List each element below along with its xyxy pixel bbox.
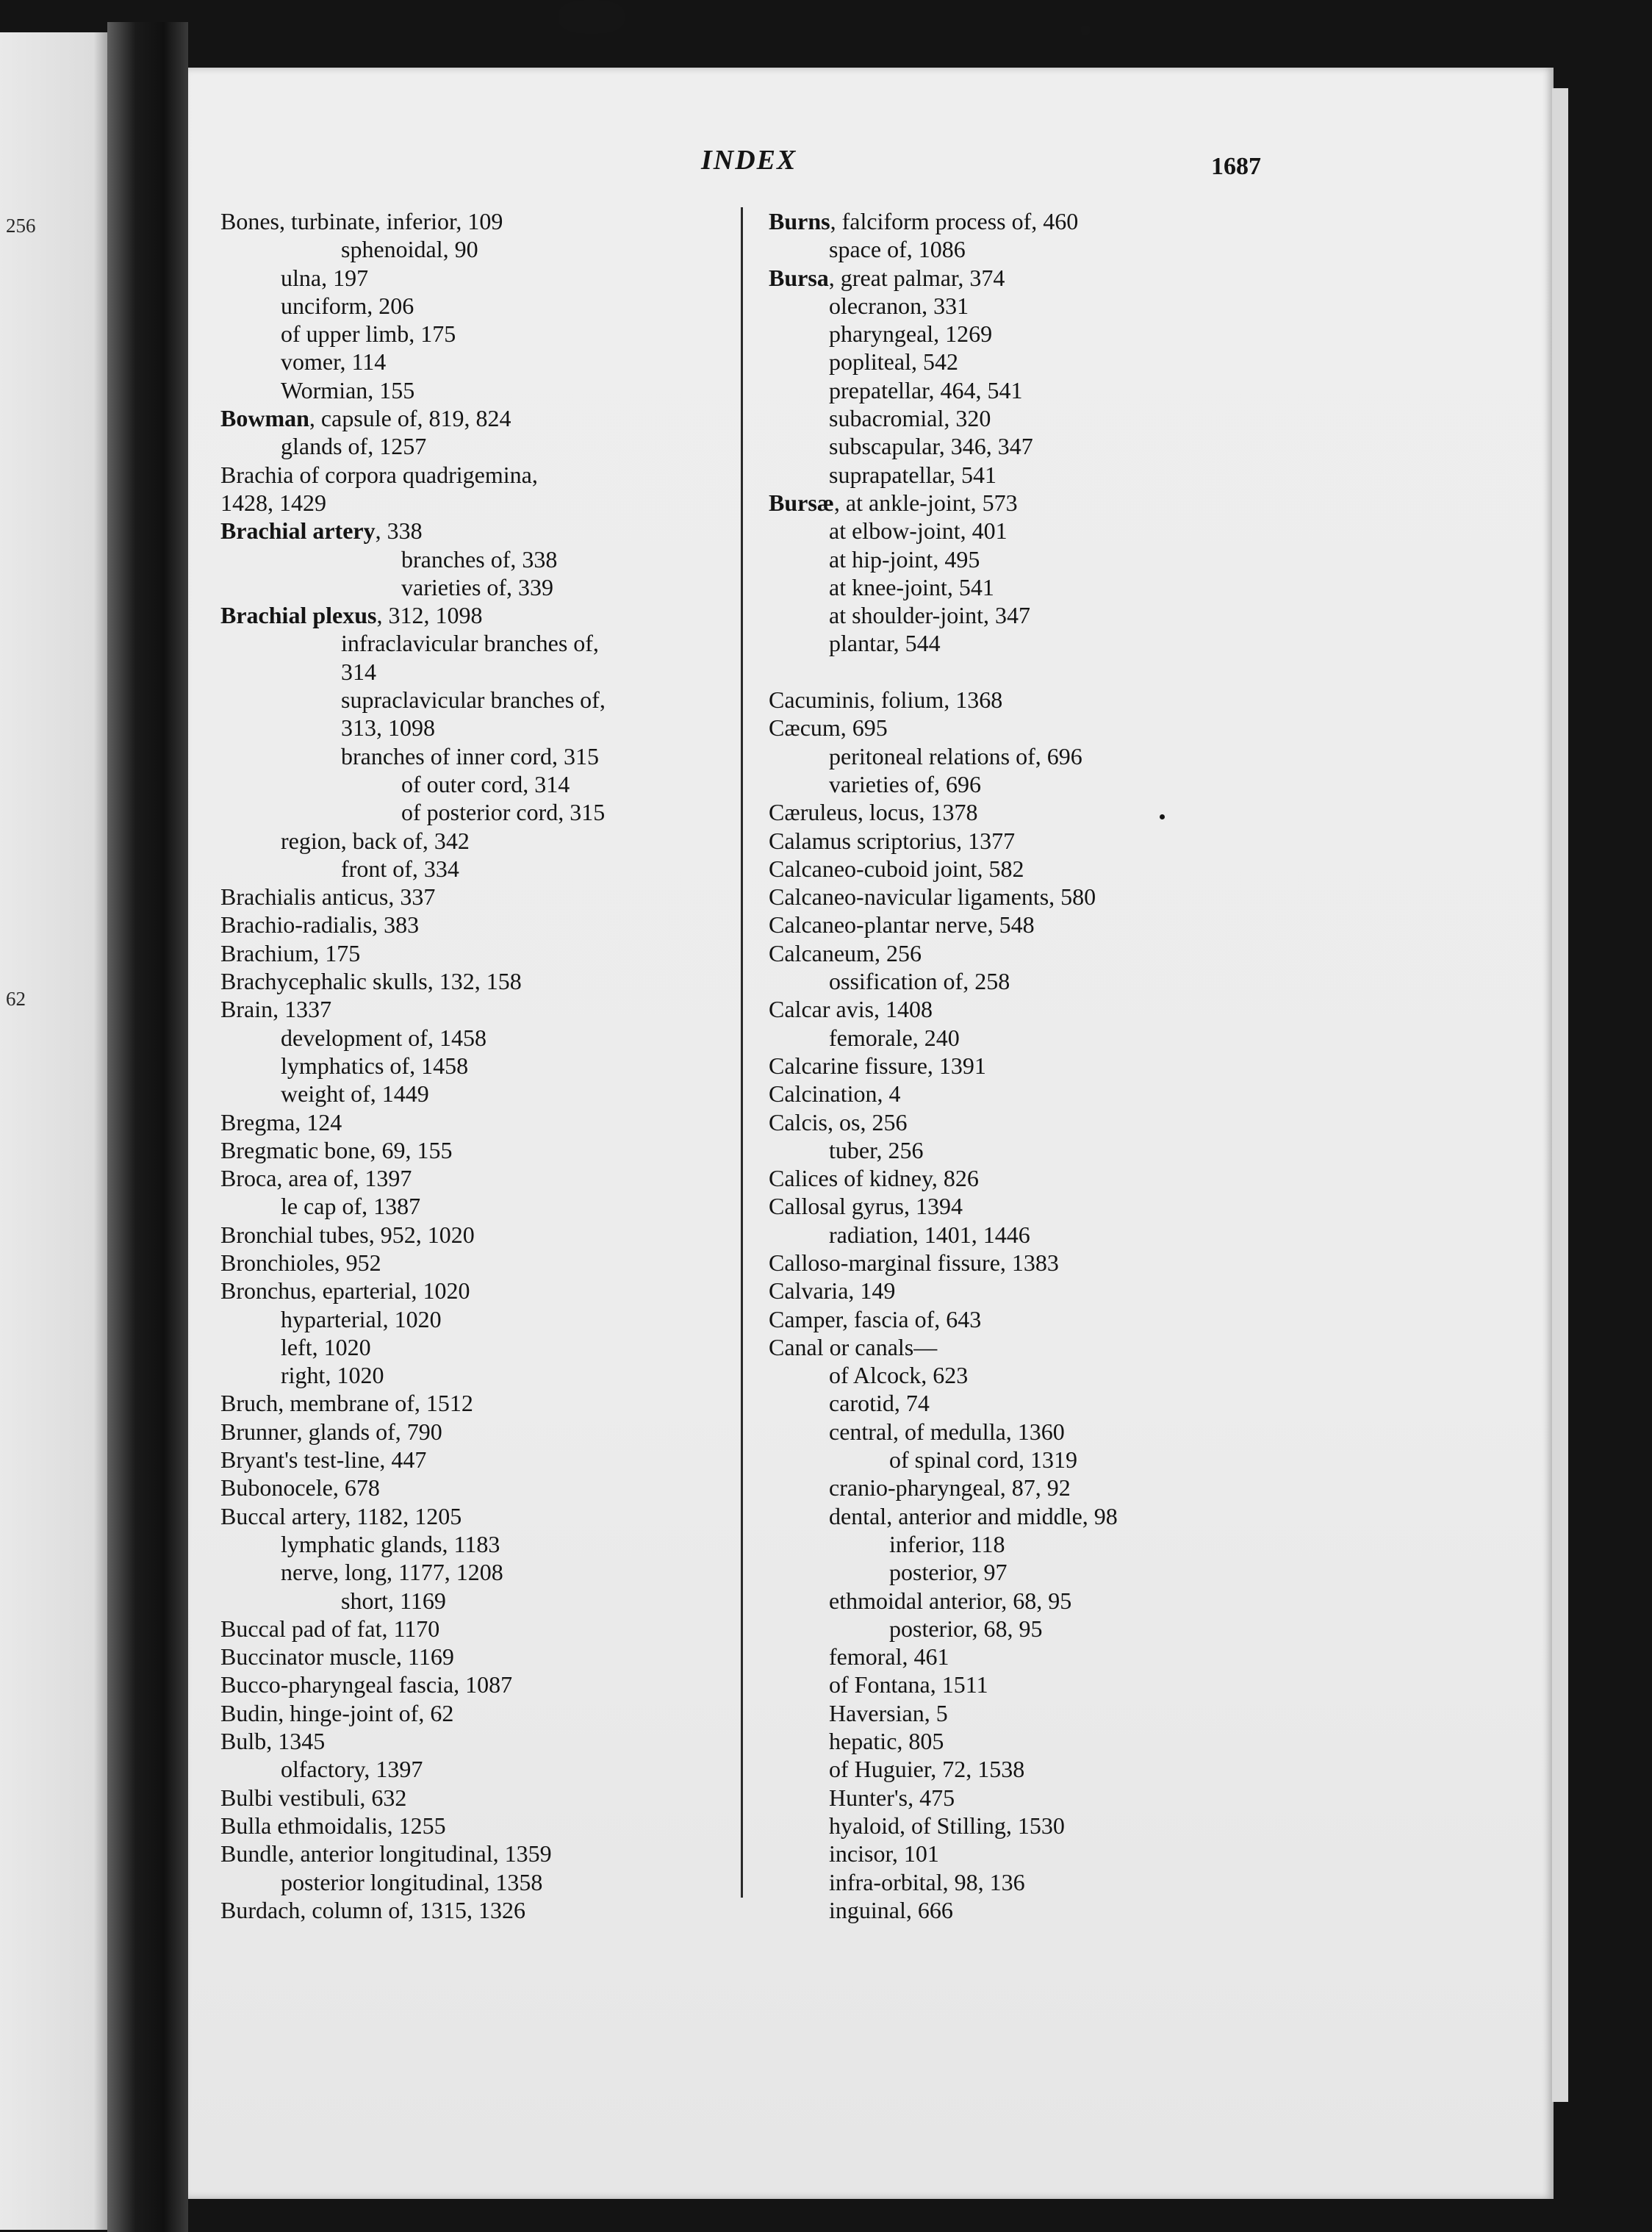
index-entry <box>769 967 1298 995</box>
index-entry-text: varieties of, 339 <box>401 573 554 600</box>
index-entry-text: Bubonocele, 678 <box>220 1474 380 1501</box>
index-entry-text: dental, anterior and middle, 98 <box>829 1502 1118 1529</box>
index-entry-text: posterior, 68, 95 <box>889 1615 1043 1642</box>
index-entry-text: front of, 334 <box>341 855 459 882</box>
index-entry-text: Bulb, 1345 <box>220 1728 326 1755</box>
index-entry <box>220 1812 750 1840</box>
index-entry-text: Wormian, 155 <box>281 376 415 403</box>
index-column-right <box>769 207 1298 1924</box>
index-entry <box>220 1277 750 1305</box>
index-entry <box>220 432 750 460</box>
index-entry <box>220 517 750 545</box>
index-entry <box>769 1615 1298 1643</box>
index-entry-text: development of, 1458 <box>281 1024 486 1051</box>
index-entry-text: 313, 1098 <box>341 714 435 742</box>
index-entry <box>220 1418 750 1446</box>
index-entry <box>769 1136 1298 1164</box>
index-entry-text: Bronchus, eparterial, 1020 <box>220 1277 470 1305</box>
index-entry <box>769 1446 1298 1474</box>
index-entry <box>220 1587 750 1615</box>
index-entry-text: Brachialis anticus, 337 <box>220 883 436 911</box>
index-entry <box>769 264 1298 292</box>
index-entry-text: infra-orbital, 98, 136 <box>829 1868 1025 1895</box>
index-entry-text: Bulla ethmoidalis, 1255 <box>220 1812 446 1839</box>
index-entry <box>769 1164 1298 1192</box>
index-entry <box>220 742 750 770</box>
index-entry <box>220 1361 750 1389</box>
index-entry <box>769 1840 1298 1867</box>
facing-page-number: 256 <box>6 215 36 237</box>
index-entry <box>220 658 750 686</box>
index-entry-text: Calcarine fissure, 1391 <box>769 1052 986 1079</box>
index-entry-text: Calcaneo-navicular ligaments, 580 <box>769 883 1096 911</box>
index-entry <box>220 770 750 798</box>
index-entry-text: plantar, 544 <box>829 630 941 657</box>
index-headword: Brachial artery <box>220 517 376 545</box>
index-entry-text: peritoneal relations of, 696 <box>829 742 1082 769</box>
index-entry-text: weight of, 1449 <box>281 1080 429 1108</box>
index-entry <box>220 1755 750 1783</box>
index-entry-text: Bulbi vestibuli, 632 <box>220 1784 407 1811</box>
index-entry <box>220 827 750 855</box>
index-entry <box>769 855 1298 883</box>
index-entry-text: Calloso-marginal fissure, 1383 <box>769 1249 1059 1276</box>
index-entry-text: at shoulder-joint, 347 <box>829 602 1030 629</box>
index-entry-text: olecranon, 331 <box>829 292 969 319</box>
index-entry-text: tuber, 256 <box>829 1136 924 1163</box>
index-entry-text: Calcaneo-plantar nerve, 548 <box>769 911 1035 939</box>
index-entry <box>220 1784 750 1812</box>
index-entry <box>769 235 1298 263</box>
index-entry-text: unciform, 206 <box>281 292 414 319</box>
index-entry-text: Cæruleus, locus, 1378 <box>769 799 978 826</box>
index-entry <box>769 1896 1298 1924</box>
index-entry <box>220 573 750 601</box>
index-entry <box>220 1896 750 1924</box>
index-entry <box>220 1108 750 1136</box>
index-entry-text: femorale, 240 <box>829 1024 960 1051</box>
index-entry <box>769 1333 1298 1361</box>
index-entry <box>769 1080 1298 1108</box>
index-entry-text: inguinal, 666 <box>829 1896 953 1923</box>
index-entry <box>220 1699 750 1727</box>
index-entry-text: region, back of, 342 <box>281 827 470 854</box>
index-entry-text: Bones, turbinate, inferior, 109 <box>220 208 503 234</box>
index-entry-text: Canal or canals— <box>769 1333 938 1360</box>
index-entry <box>220 1192 750 1220</box>
index-entry <box>220 1305 750 1333</box>
section-gap <box>769 658 1298 686</box>
index-entry <box>220 967 750 995</box>
index-entry <box>220 1643 750 1671</box>
index-entry <box>220 883 750 911</box>
page-edge <box>1552 88 1568 2102</box>
index-entry-text: at hip-joint, 495 <box>829 545 980 573</box>
index-entry-text: branches of inner cord, 315 <box>341 742 599 769</box>
index-entry-text: , at ankle-joint, 573 <box>833 489 1018 516</box>
column-rule <box>741 207 743 1898</box>
index-entry <box>220 798 750 826</box>
index-entry <box>220 911 750 939</box>
index-entry <box>769 404 1298 432</box>
index-entry-text: nerve, long, 1177, 1208 <box>281 1559 503 1586</box>
index-entry-text: popliteal, 542 <box>829 348 958 376</box>
index-entry-text: supraclavicular branches of, <box>341 686 606 714</box>
index-entry <box>220 1868 750 1896</box>
index-entry <box>220 939 750 967</box>
index-entry-text: Callosal gyrus, 1394 <box>769 1193 963 1220</box>
index-entry <box>769 1052 1298 1080</box>
index-entry <box>220 235 750 263</box>
index-entry-text: space of, 1086 <box>829 236 966 263</box>
index-entry <box>769 714 1298 742</box>
index-entry <box>220 1727 750 1755</box>
index-entry <box>220 1136 750 1164</box>
index-entry-text: , 312, 1098 <box>376 602 483 629</box>
index-entry <box>769 770 1298 798</box>
index-entry <box>769 1389 1298 1417</box>
index-entry-text: of Alcock, 623 <box>829 1362 969 1389</box>
index-entry-text: radiation, 1401, 1446 <box>829 1221 1030 1248</box>
scan-speck <box>559 0 625 34</box>
index-entry <box>769 376 1298 404</box>
index-entry-text: Calamus scriptorius, 1377 <box>769 827 1016 854</box>
facing-page-edge <box>0 32 110 2230</box>
index-entry <box>769 1418 1298 1446</box>
index-entry <box>769 1784 1298 1812</box>
index-entry <box>220 714 750 742</box>
index-entry-text: le cap of, 1387 <box>281 1193 421 1220</box>
index-entry <box>769 1361 1298 1389</box>
index-headword: Bursæ <box>769 489 834 516</box>
index-entry <box>220 1221 750 1249</box>
index-entry <box>769 1812 1298 1840</box>
index-entry <box>769 1643 1298 1671</box>
index-entry-text: lymphatics of, 1458 <box>281 1052 469 1079</box>
index-entry-text: 1428, 1429 <box>220 489 326 516</box>
index-entry-text: Bucco-pharyngeal fascia, 1087 <box>220 1671 513 1698</box>
index-entry <box>769 517 1298 545</box>
index-entry-text: branches of, 338 <box>401 545 558 573</box>
index-entry <box>220 348 750 376</box>
index-entry-text: Calcination, 4 <box>769 1080 901 1108</box>
index-headword: Burns <box>769 208 830 234</box>
index-entry-text: vomer, 114 <box>281 348 387 376</box>
index-entry <box>769 883 1298 911</box>
index-entry <box>220 1671 750 1698</box>
index-entry-text: posterior longitudinal, 1358 <box>281 1868 543 1895</box>
index-entry-text: infraclavicular branches of, <box>341 630 599 657</box>
index-entry-text: hyparterial, 1020 <box>281 1305 442 1332</box>
running-head: INDEX <box>701 145 797 176</box>
index-entry-text: Bregma, 124 <box>220 1108 342 1135</box>
index-entry <box>220 545 750 573</box>
index-entry-text: subscapular, 346, 347 <box>829 433 1033 460</box>
index-entry-text: Bronchioles, 952 <box>220 1249 381 1276</box>
index-entry-text: Calcaneum, 256 <box>769 939 922 966</box>
index-entry <box>220 1333 750 1361</box>
index-entry <box>220 855 750 883</box>
index-entry <box>220 629 750 657</box>
index-entry-text: glands of, 1257 <box>281 433 427 460</box>
scan-speck <box>1160 814 1165 819</box>
facing-page-number: 62 <box>6 988 26 1010</box>
index-entry <box>769 601 1298 629</box>
index-entry-text: Bundle, anterior longitudinal, 1359 <box>220 1840 552 1867</box>
index-entry <box>220 1530 750 1558</box>
index-entry-text: 314 <box>341 658 376 685</box>
index-entry-text: hyaloid, of Stilling, 1530 <box>829 1812 1065 1839</box>
index-entry <box>769 1108 1298 1136</box>
index-entry-text: sphenoidal, 90 <box>341 236 478 263</box>
index-entry-text: inferior, 118 <box>889 1530 1005 1557</box>
index-entry <box>769 939 1298 967</box>
index-entry <box>220 1615 750 1643</box>
page-number: 1687 <box>1211 153 1261 180</box>
index-entry <box>220 995 750 1023</box>
index-entry-text: Cæcum, 695 <box>769 714 888 742</box>
index-entry-text: Calices of kidney, 826 <box>769 1165 979 1192</box>
index-entry <box>769 1868 1298 1896</box>
index-entry-text: of upper limb, 175 <box>281 320 456 348</box>
index-entry-text: , falciform process of, 460 <box>830 208 1079 234</box>
index-entry-text: Brain, 1337 <box>220 996 332 1023</box>
index-entry <box>769 1249 1298 1277</box>
index-entry-text: Buccal pad of fat, 1170 <box>220 1615 440 1642</box>
index-entry-text: short, 1169 <box>341 1587 446 1614</box>
index-entry <box>769 1024 1298 1052</box>
index-entry-text: incisor, 101 <box>829 1840 939 1867</box>
index-entry <box>220 686 750 714</box>
index-entry <box>769 1474 1298 1501</box>
index-entry-text: ethmoidal anterior, 68, 95 <box>829 1587 1072 1614</box>
index-entry <box>769 827 1298 855</box>
book-gutter <box>107 22 188 2232</box>
index-entry <box>769 489 1298 517</box>
index-entry <box>769 432 1298 460</box>
index-entry <box>769 1671 1298 1698</box>
index-entry-text: carotid, 74 <box>829 1390 930 1417</box>
index-entry-text: Calcar avis, 1408 <box>769 996 933 1023</box>
index-entry <box>220 376 750 404</box>
index-headword: Bursa <box>769 264 829 291</box>
index-entry <box>769 292 1298 320</box>
index-entry <box>220 1558 750 1586</box>
index-entry-text: , capsule of, 819, 824 <box>309 405 511 432</box>
index-headword: Bowman <box>220 405 309 432</box>
index-entry <box>220 489 750 517</box>
index-entry <box>769 742 1298 770</box>
scan-speck <box>1080 25 1091 35</box>
index-entry <box>769 545 1298 573</box>
index-entry <box>220 1502 750 1530</box>
index-entry <box>220 1474 750 1501</box>
index-entry <box>220 1164 750 1192</box>
index-entry-text: Buccinator muscle, 1169 <box>220 1643 454 1671</box>
index-entry <box>220 1389 750 1417</box>
index-entry <box>769 1755 1298 1783</box>
index-entry-text: left, 1020 <box>281 1333 371 1360</box>
index-entry <box>769 1277 1298 1305</box>
index-entry <box>220 1080 750 1108</box>
index-entry-text: Camper, fascia of, 643 <box>769 1305 982 1332</box>
index-entry-text: ossification of, 258 <box>829 968 1010 995</box>
index-entry-text: subacromial, 320 <box>829 405 991 432</box>
index-entry <box>220 404 750 432</box>
index-entry-text: Calcis, os, 256 <box>769 1108 908 1135</box>
index-entry <box>769 1502 1298 1530</box>
index-entry-text: suprapatellar, 541 <box>829 461 996 488</box>
index-entry-text: Bryant's test-line, 447 <box>220 1446 427 1474</box>
index-entry <box>769 629 1298 657</box>
index-entry-text: of spinal cord, 1319 <box>889 1446 1077 1474</box>
index-entry <box>769 461 1298 489</box>
index-entry <box>220 292 750 320</box>
index-entry-text: right, 1020 <box>281 1362 384 1389</box>
index-entry <box>220 1446 750 1474</box>
index-entry <box>769 911 1298 939</box>
index-entry <box>220 1249 750 1277</box>
index-entry <box>220 461 750 489</box>
index-entry <box>769 1192 1298 1220</box>
index-entry-text: of outer cord, 314 <box>401 770 570 797</box>
index-entry-text: central, of medulla, 1360 <box>829 1418 1065 1445</box>
index-entry-text: at knee-joint, 541 <box>829 573 994 600</box>
index-entry-text: ulna, 197 <box>281 264 369 291</box>
index-entry-text: Brachia of corpora quadrigemina, <box>220 461 538 488</box>
index-entry-text: , great palmar, 374 <box>828 264 1005 291</box>
index-entry-text: femoral, 461 <box>829 1643 949 1671</box>
index-entry <box>769 1587 1298 1615</box>
index-entry-text: , 338 <box>375 517 423 545</box>
index-entry-text: at elbow-joint, 401 <box>829 517 1008 545</box>
index-entry <box>769 1305 1298 1333</box>
index-entry-text: varieties of, 696 <box>829 770 982 797</box>
index-entry <box>220 1052 750 1080</box>
index-entry-text: Cacuminis, folium, 1368 <box>769 686 1003 714</box>
index-entry-text: Broca, area of, 1397 <box>220 1165 412 1192</box>
index-entry-text: Haversian, 5 <box>829 1699 948 1726</box>
index-entry <box>769 798 1298 826</box>
index-entry <box>220 320 750 348</box>
index-entry <box>769 1530 1298 1558</box>
index-entry-text: olfactory, 1397 <box>281 1756 423 1783</box>
index-entry <box>769 995 1298 1023</box>
index-entry-text: Hunter's, 475 <box>829 1784 955 1811</box>
index-entry-text: of posterior cord, 315 <box>401 799 606 826</box>
index-entry <box>769 573 1298 601</box>
index-entry-text: of Fontana, 1511 <box>829 1671 988 1698</box>
index-entry-text: Brachio-radialis, 383 <box>220 911 420 939</box>
index-entry-text: Brunner, glands of, 790 <box>220 1418 442 1445</box>
index-entry <box>220 1840 750 1867</box>
index-headword: Brachial plexus <box>220 602 377 629</box>
index-entry-text: of Huguier, 72, 1538 <box>829 1756 1025 1783</box>
index-entry-text: prepatellar, 464, 541 <box>829 376 1023 403</box>
index-entry <box>769 348 1298 376</box>
index-entry <box>769 1558 1298 1586</box>
index-entry-text: cranio-pharyngeal, 87, 92 <box>829 1474 1071 1501</box>
index-entry <box>220 1024 750 1052</box>
index-entry-text: Bruch, membrane of, 1512 <box>220 1390 473 1417</box>
index-entry-text: Calvaria, 149 <box>769 1277 896 1305</box>
index-entry-text: Bregmatic bone, 69, 155 <box>220 1136 453 1163</box>
index-entry-text: pharyngeal, 1269 <box>829 320 993 348</box>
index-entry-text: lymphatic glands, 1183 <box>281 1530 500 1557</box>
index-entry-text: Buccal artery, 1182, 1205 <box>220 1502 462 1529</box>
index-entry <box>769 1727 1298 1755</box>
index-entry-text: Bronchial tubes, 952, 1020 <box>220 1221 475 1248</box>
index-entry-text: Brachycephalic skulls, 132, 158 <box>220 968 522 995</box>
index-entry <box>220 207 750 235</box>
index-entry <box>769 207 1298 235</box>
index-entry <box>220 264 750 292</box>
index-entry-text: Budin, hinge-joint of, 62 <box>220 1699 454 1726</box>
index-entry <box>769 320 1298 348</box>
index-entry <box>769 1221 1298 1249</box>
index-entry-text: hepatic, 805 <box>829 1728 944 1755</box>
index-entry-text: Brachium, 175 <box>220 939 361 966</box>
index-entry-text: posterior, 97 <box>889 1559 1008 1586</box>
index-entry <box>769 686 1298 714</box>
index-entry-text: Burdach, column of, 1315, 1326 <box>220 1896 526 1923</box>
index-entry-text: Calcaneo-cuboid joint, 582 <box>769 855 1024 882</box>
index-column-left <box>220 207 750 1924</box>
index-entry <box>769 1699 1298 1727</box>
index-entry <box>220 601 750 629</box>
